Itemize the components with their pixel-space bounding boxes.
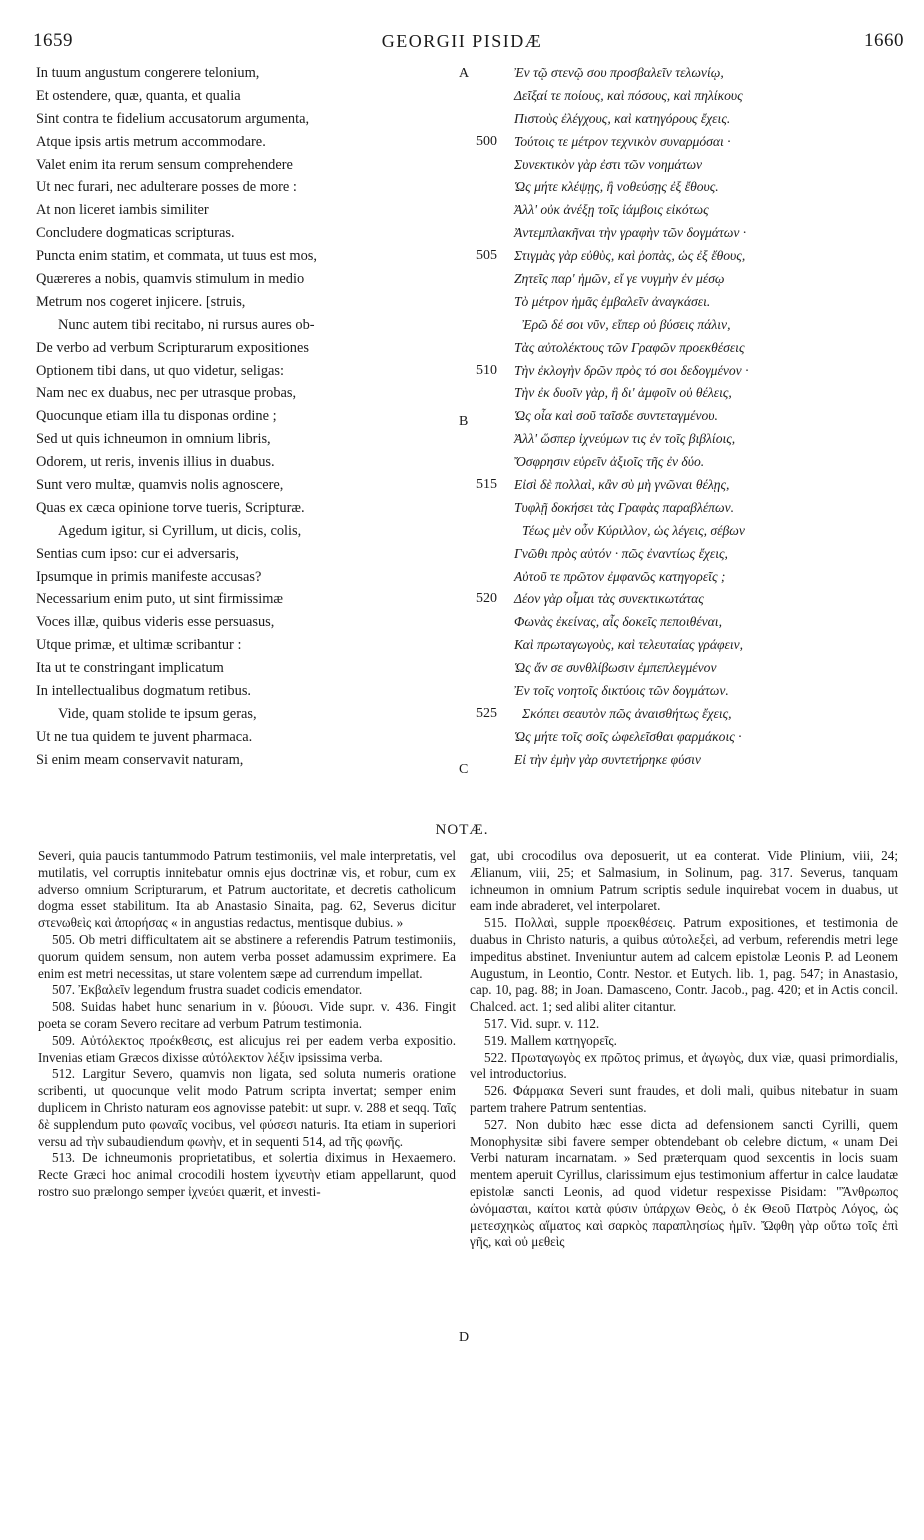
greek-verse-line [476, 360, 916, 383]
latin-verse-line: Vide, quam stolide te ipsum geras, [58, 705, 257, 722]
greek-verse-line [476, 62, 916, 85]
note-paragraph: 507. Ἐκβαλεῖν legendum frustra suadet codicis emendator. [52, 982, 363, 998]
latin-verse-line: Ipsumque in primis manifeste accusas? [36, 568, 262, 585]
latin-verse-line: In tuum angustum congerere telonium, [36, 65, 260, 81]
latin-verse-line: Quæreres a nobis, quamvis stimulum in medio [36, 271, 305, 288]
greek-verse-line [476, 726, 916, 749]
latin-verse-line: Ita ut te constringant implicatum [36, 660, 224, 677]
latin-verse-line: Valet enim ita rerum sensum comprehendere [36, 156, 293, 173]
latin-verse-line: Quocunque etiam illa tu disponas ordine ; [36, 408, 277, 425]
note-paragraph: 517. Vid. supr. v. 112. [484, 1015, 600, 1031]
latin-verse-line: Voces illæ, quibus videris esse persuasus, [36, 614, 275, 631]
note-paragraph: 526. Φάρμακα Severi sunt fraudes, et doli mali, quibus nitebatur in suam partem trahere Patrum sententias. [470, 1083, 898, 1115]
running-title: GEORGII PISIDÆ [381, 31, 543, 51]
greek-verse-text: Δέον γὰρ οἶμαι τὰς συνεκτικωτάτας [514, 591, 704, 607]
note-paragraph: 508. Suidas habet hunc senarium in v. βύουσι. Vide supr. v. 436. Fingit poeta se coram Severo recitare ad verbum Patrum testimonia. [38, 999, 456, 1031]
latin-verse-column [36, 62, 456, 772]
greek-verse-text: Σκόπει σεαυτὸν πῶς ἀναισθήτως ἔχεις, [522, 705, 732, 721]
greek-verse-line [476, 154, 916, 177]
verse-number: 520 [476, 591, 497, 607]
note-paragraph: 522. Πρωταγωγὸς ex πρῶτος primus, et ἀγωγὸς, dux viæ, quasi primordialis, vel introductorius. [470, 1049, 898, 1082]
greek-verse-column [476, 62, 916, 772]
greek-verse-line [476, 337, 916, 360]
greek-verse-text: Γνῶθι πρὸς αὐτόν · πῶς ἐναντίως ἔχεις, [514, 545, 728, 561]
greek-verse-text: Ἐν τοῖς νοητοῖς δικτύοις τῶν δογμάτων. [514, 683, 729, 699]
latin-verse-line: Sed ut quis ichneumon in omnium libris, [36, 431, 271, 448]
notes-right-column [470, 848, 898, 1251]
latin-verse-line: Odorem, ut reris, invenis illius in duabus. [36, 454, 275, 471]
notes-left-column [38, 848, 456, 1201]
note-paragraph: 515. Πολλαὶ, supple προεκθέσεις. Patrum expositiones, et testimonia de duabus in Christo naturis, a quibus αὐτολεξεὶ, ad verbum, referendis metri lege impeditus abstinet. Inveniuntur autem ad calcem epistolæ Leonis P. ad Leonem Augustum, in Leontio, Contr. Nestor. et Eutych. lib. 1, pag. 547; in Anastasio, cap. 10, pag. 88; in Joan. Damasceno, Contr. Jacob., pag. 420; et in Actis concil. Chalced. act. 1; sed alibi aliter citantur. [470, 915, 898, 1015]
greek-verse-line [476, 382, 916, 405]
latin-verse-line: Sentias cum ipso: cur ei adversaris, [36, 545, 240, 562]
verse-number: 515 [476, 477, 497, 493]
latin-verse-line: Quas ex cæca opinione torve tueris, Scripturæ. [36, 499, 305, 516]
greek-verse-text: Ἐρῶ δέ σοι νῦν, εἴπερ οὐ βύσεις πάλιν, [522, 316, 731, 332]
greek-verse-text: Ὡς ἄν σε συνθλίβωσιν ἐμπεπλεγμένον [514, 660, 717, 676]
latin-verse-line: Necessarium enim puto, ut sint firmissimæ [36, 591, 284, 608]
note-paragraph: Severi, quia paucis tantummodo Patrum testimoniis, vel male interpretatis, vel mutilatis, vel corruptis innitebatur omnis ejus doctrinæ vis, et robur, cum ex adverso omnium Scripturarum, et Patrum auctoritate, et decretis catholicum dogma esset stabilitum. Ita ab Anastasio Sinaita, pag. 62, Severus dicitur στενωθεὶς καὶ ἀπορήσας « in angustias redactus, mentisque dubius. » [38, 848, 456, 931]
margin-letter-c: C [459, 762, 469, 777]
greek-verse-line [476, 245, 916, 268]
latin-verse-line: In intellectualibus dogmatum retibus. [36, 683, 252, 700]
greek-verse-text: Ἀντεμπλακῆναι τὴν γραφὴν τῶν δογμάτων · [514, 225, 747, 241]
greek-verse-line [476, 611, 916, 634]
note-paragraph: 509. Αὐτόλεκτος προέκθεσις, est alicujus rei per eadem verba expositio. Invenias etiam Græcos dixisse αὐτόλεκτον λέξιν ipsissima verba. [38, 1032, 456, 1065]
greek-verse-line [476, 749, 916, 772]
greek-verse-text: Τέως μὲν οὖν Κύριλλον, ὡς λέγεις, σέβων [522, 522, 745, 538]
greek-verse-text: Τυφλῇ δοκήσει τὰς Γραφὰς παραβλέπων. [514, 499, 735, 515]
greek-verse-text: Ὄσφρησιν εὑρεῖν ἀξιοῖς τῆς ἐν δύο. [514, 454, 705, 470]
greek-verse-line [476, 199, 916, 222]
page-number-right: 1660 [864, 30, 904, 51]
greek-verse-line [476, 176, 916, 199]
latin-verse-line: Agedum igitur, si Cyrillum, ut dicis, colis, [58, 522, 302, 539]
greek-verse-text: Καὶ πρωταγωγοὺς, καὶ τελευταίας γράφειν, [514, 637, 744, 653]
latin-verse-line: De verbo ad verbum Scripturarum expositiones [36, 339, 309, 356]
greek-verse-line [476, 85, 916, 108]
greek-verse-line [476, 566, 916, 589]
greek-verse-line [476, 451, 916, 474]
latin-verse-line: Si enim meam conservavit naturam, [36, 751, 244, 768]
margin-letter-b: B [459, 414, 469, 429]
latin-verse-line: Optionem tibi dans, ut quo videtur, seligas: [36, 362, 285, 379]
margin-letter-d: D [459, 1330, 470, 1345]
greek-verse-text: Ζητεῖς παρ' ἡμῶν, εἴ γε νυγμὴν ἐν μέσῳ [514, 271, 725, 287]
greek-verse-text: Ὡς μήτε τοῖς σοῖς ὠφελεῖσθαι φαρμάκοις · [514, 728, 742, 744]
greek-verse-text: Τὰς αὐτολέκτους τῶν Γραφῶν προεκθέσεις [514, 339, 745, 355]
greek-verse-line [476, 405, 916, 428]
latin-verse-line: Ut ne tua quidem te juvent pharmaca. [36, 728, 253, 745]
verse-number: 505 [476, 248, 497, 264]
greek-verse-line [476, 131, 916, 154]
greek-verse-line [476, 588, 916, 611]
margin-letter-a: A [459, 66, 470, 81]
note-paragraph: 512. Largitur Severo, quamvis non ligata, sed soluta numeris oratione scribenti, ut quocunque velit modo Patrum scripta invertat; semper enim duplicem in Christo naturam eos agnovisse patebit: ut supr. v. 288 et seqq. Ταῖς δὲ supplendum puto φωναῖς vocibus, vel φύσεσι naturis. Ita etiam in superiori versu ad τὴν subaudiendum φωνὴν, et in sequenti 514, ad τῆς φωνῆς. [38, 1066, 456, 1149]
greek-verse-line [476, 428, 916, 451]
greek-verse-line [476, 634, 916, 657]
greek-verse-line [476, 474, 916, 497]
latin-verse-line: Atque ipsis artis metrum accommodare. [36, 133, 266, 150]
greek-verse-text: Ἐν τῷ στενῷ σου προσβαλεῖν τελωνίῳ, [514, 65, 724, 80]
greek-verse-text: Φωνὰς ἐκείνας, αἷς δοκεῖς πεποιθέναι, [514, 614, 722, 630]
latin-verse-line: Puncta enim statim, et commata, ut tuus est mos, [36, 248, 317, 265]
greek-verse-line [476, 543, 916, 566]
greek-verse-text: Ἀλλ' οὐκ ἀνέξῃ τοῖς ἰάμβοις εἰκότως [514, 202, 709, 218]
latin-verse-line: Nam nec ex duabus, nec per utrasque probas, [36, 385, 297, 402]
note-paragraph: 513. De ichneumonis proprietatibus, et solertia diximus in Hexaemero. Recte Græci hoc animal crocodili hostem ἰχνευτὴν etiam appellarunt, quod rostro suo prælongo semper ἰχνεύει quærit, et investi- [38, 1150, 456, 1199]
note-paragraph: 519. Mallem κατηγορεῖς. [484, 1032, 617, 1048]
verse-number: 500 [476, 133, 497, 149]
latin-verse-line: Nunc autem tibi recitabo, ni rursus aures ob- [58, 316, 315, 333]
greek-verse-line [476, 520, 916, 543]
greek-verse-text: Τὴν ἐκλογὴν δρῶν πρὸς τό σοι δεδογμένον · [514, 362, 749, 378]
latin-verse-line: Utque primæ, et ultimæ scribantur : [36, 637, 242, 654]
greek-verse-line [476, 314, 916, 337]
greek-verse-text: Τὸ μέτρον ἡμᾶς ἐμβαλεῖν ἀναγκάσει. [514, 293, 711, 309]
greek-verse-text: Τὴν ἐκ δυοῖν γὰρ, ἢ δι' ἀμφοῖν οὐ θέλεις, [514, 385, 732, 401]
greek-verse-line [476, 657, 916, 680]
note-paragraph: 527. Non dubito hæc esse dicta ad defensionem sancti Cyrilli, quem Monophysitæ sibi favere semper obtendebant ob celebre dictum, « unam Dei Verbi naturam incarnatam. » Sed præterquam quod sexcentis in locis suam mentem aperuit Cyrillus, clarissimum ejus testimonium affertur in calce laudatæ epistolæ sancti Leonis, ad quod videtur respexisse Pisidam: "Ἄνθρωπος ὠνόμασται, καίτοι κατὰ φύσιν ὑπάρχων Θεὸς, ὁ ἐκ Θεοῦ Πατρὸς Λόγος, ὡς μετεσχηκὼς αἵματος καὶ σαρκὸς παραπλησίως ἡμῖν. Ὤφθη γὰρ οὕτω τοῖς ἐπὶ γῆς, καὶ οὐ μεθεὶς [470, 1116, 898, 1250]
greek-verse-line [476, 108, 916, 131]
greek-verse-line [476, 703, 916, 726]
note-paragraph: 505. Ob metri difficultatem ait se abstinere a referendis Patrum testimoniis, quorum quidem sensum, non autem verba posset adamussim exprimere. Ea enim est metri necessitas, ut stare volentem sæpe ad currendum impellat. [38, 931, 456, 981]
greek-verse-text: Ὡς μήτε κλέψῃς, ἢ νοθεύσῃς ἐξ ἔθους. [514, 179, 719, 195]
greek-verse-line [476, 291, 916, 314]
greek-verse-line [476, 680, 916, 703]
latin-verse-line: Metrum nos cogeret injicere. [struis, [36, 293, 246, 310]
greek-verse-text: Δεῖξαί τε ποίους, καὶ πόσους, καὶ πηλίκους [514, 87, 743, 103]
latin-verse-line: Sunt vero multæ, quamvis nolis agnoscere, [36, 477, 284, 494]
latin-verse-line: At non liceret iambis similiter [36, 202, 209, 219]
latin-verse-line: Sint contra te fidelium accusatorum argumenta, [36, 110, 310, 127]
page-number-left: 1659 [33, 30, 73, 51]
greek-verse-text: Πιστοὺς ἐλέγχους, καὶ κατηγόρους ἔχεις. [514, 110, 731, 126]
verse-number: 525 [476, 705, 497, 721]
greek-verse-line [476, 268, 916, 291]
latin-verse-line: Ut nec furari, nec adulterare posses de more : [36, 179, 297, 196]
greek-verse-line [476, 497, 916, 520]
latin-verse-line: Concludere dogmaticas scripturas. [36, 225, 235, 242]
greek-verse-text: Εἰ τὴν ἐμὴν γὰρ συντετήρηκε φύσιν [514, 751, 701, 767]
latin-verse-line: Et ostendere, quæ, quanta, et qualia [36, 87, 241, 104]
greek-verse-text: Στιγμὰς γὰρ εὐθὺς, καὶ ῥοπὰς, ὡς ἐξ ἔθους, [514, 248, 746, 264]
note-paragraph: gat, ubi crocodilus ova deposuerit, ut ea conterat. Vide Plinium, viii, 24; Ælianum, viii, 25; et Salmasium, in Solinum, pag. 317. Severus, tanquam ichneumon in omnium Patrum scriptis sedule inquirebat vocem in duabus, ut eam inde abraderet, vel interpolaret. [470, 848, 898, 914]
greek-verse-text: Ὡς οἷα καὶ σοῦ ταῖσδε συντεταγμένου. [514, 408, 718, 424]
notes-title: NOTÆ. [435, 822, 489, 838]
greek-verse-text: Αὐτοῦ τε πρῶτον ἐμφανῶς κατηγορεῖς ; [514, 568, 726, 584]
greek-verse-text: Ἀλλ' ὥσπερ ἰχνεύμων τις ἐν τοῖς βιβλίοις, [514, 431, 736, 447]
greek-verse-line [476, 222, 916, 245]
greek-verse-text: Τούτοις τε μέτρον τεχνικὸν συναρμόσαι · [514, 133, 731, 149]
greek-verse-text: Συνεκτικὸν γὰρ ἐστι τῶν νοημάτων [514, 156, 703, 172]
verse-number: 510 [476, 362, 497, 378]
greek-verse-text: Εἰσὶ δὲ πολλαὶ, κἂν σὺ μὴ γνῶναι θέλῃς, [514, 477, 730, 493]
